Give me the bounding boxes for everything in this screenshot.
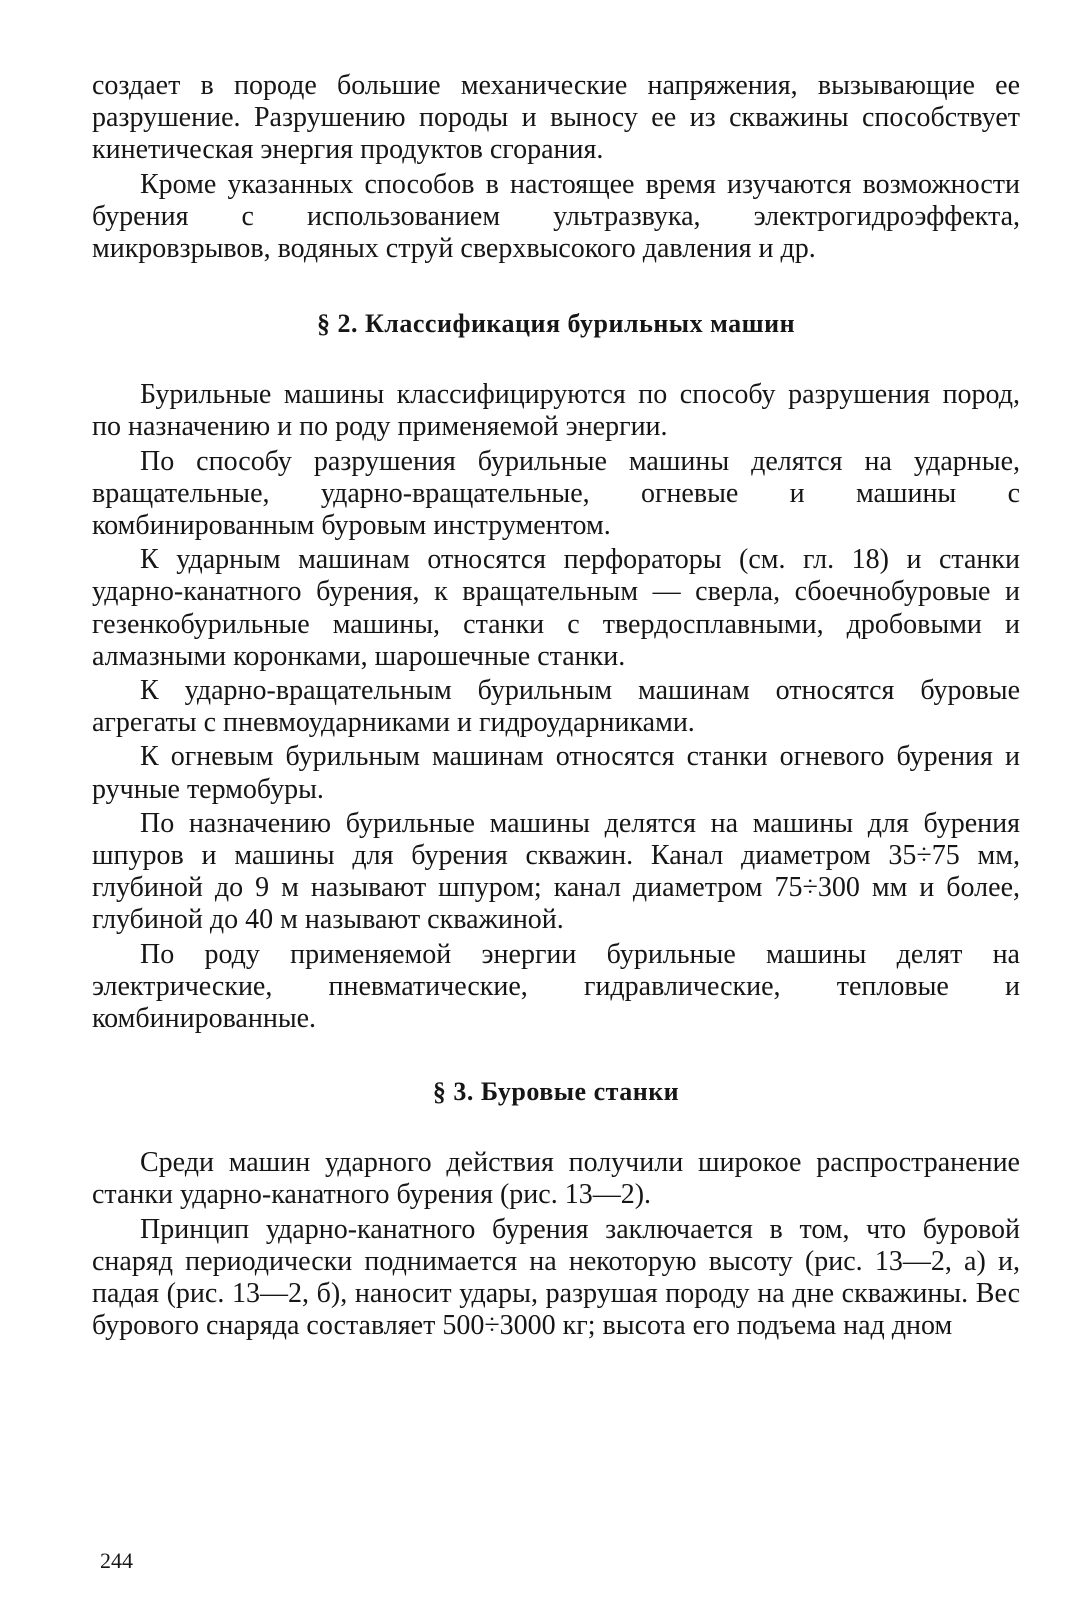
section-3-paragraph-1: Среди машин ударного действия получили широкое распространение станки ударно-канатного бурения (рис. 13—2). (92, 1147, 1020, 1211)
section-2-heading: § 2. Классификация бурильных машин (316, 309, 796, 339)
intro-paragraph-1: создает в породе большие механические напряжения, вызывающие ее разрушение. Разрушению породы и выносу ее из скважины способствует кинетическая энергия продуктов сгорания. (92, 70, 1020, 166)
intro-paragraph-2: Кроме указанных способов в настоящее время изучаются возможности бурения с использованием ультразвука, электрогидроэффекта, микровзрывов, водяных струй сверхвысокого давления и др. (92, 168, 1020, 265)
section-2-paragraph-2: По способу разрушения бурильные машины делятся на ударные, вращательные, ударно-вращательные, огневые и машины с комбинированным буровым инструментом. (92, 445, 1020, 542)
page-text (92, 70, 1020, 1343)
section-2-paragraph-1: Бурильные машины классифицируются по способу разрушения пород, по назначению и по роду применяемой энергии. (92, 379, 1020, 443)
section-2-paragraph-7: По роду применяемой энергии бурильные машины делят на электрические, пневматические, гидравлические, тепловые и комбинированные. (92, 938, 1020, 1035)
section-2-paragraph-5: К огневым бурильным машинам относятся станки огневого бурения и ручные термобуры. (92, 741, 1020, 805)
page-number: 244 (100, 1548, 133, 1573)
section-3-paragraph-2: Принцип ударно-канатного бурения заключается в том, что буровой снаряд периодически поднимается на некоторую высоту (рис. 13—2, а) и, падая (рис. 13—2, б), наносит удары, разрушая породу на дне скважины. Вес бурового снаряда составляет 500÷3000 кг; высота его подъема над дном (92, 1213, 1020, 1342)
section-2-paragraph-3: К ударным машинам относятся перфораторы (см. гл. 18) и станки ударно-канатного бурения, к вращательным — сверла, сбоечнобуровые и гезенкобурильные машины, станки с твердосплавными, дробовыми и алмазными коронками, шарошечные станки. (92, 544, 1020, 672)
section-2-paragraph-4: К ударно-вращательным бурильным машинам относятся буровые агрегаты с пневмоударниками и гидроударниками. (92, 675, 1020, 739)
section-2-paragraph-6: По назначению бурильные машины делятся на машины для бурения шпуров и машины для бурения скважин. Канал диаметром 35÷75 мм, глубиной до 9 м называют шпуром; канал диаметром 75÷300 мм и более, глубиной до 40 м называют скважиной. (92, 807, 1020, 936)
section-3-heading: § 3. Буровые станки (432, 1077, 680, 1107)
